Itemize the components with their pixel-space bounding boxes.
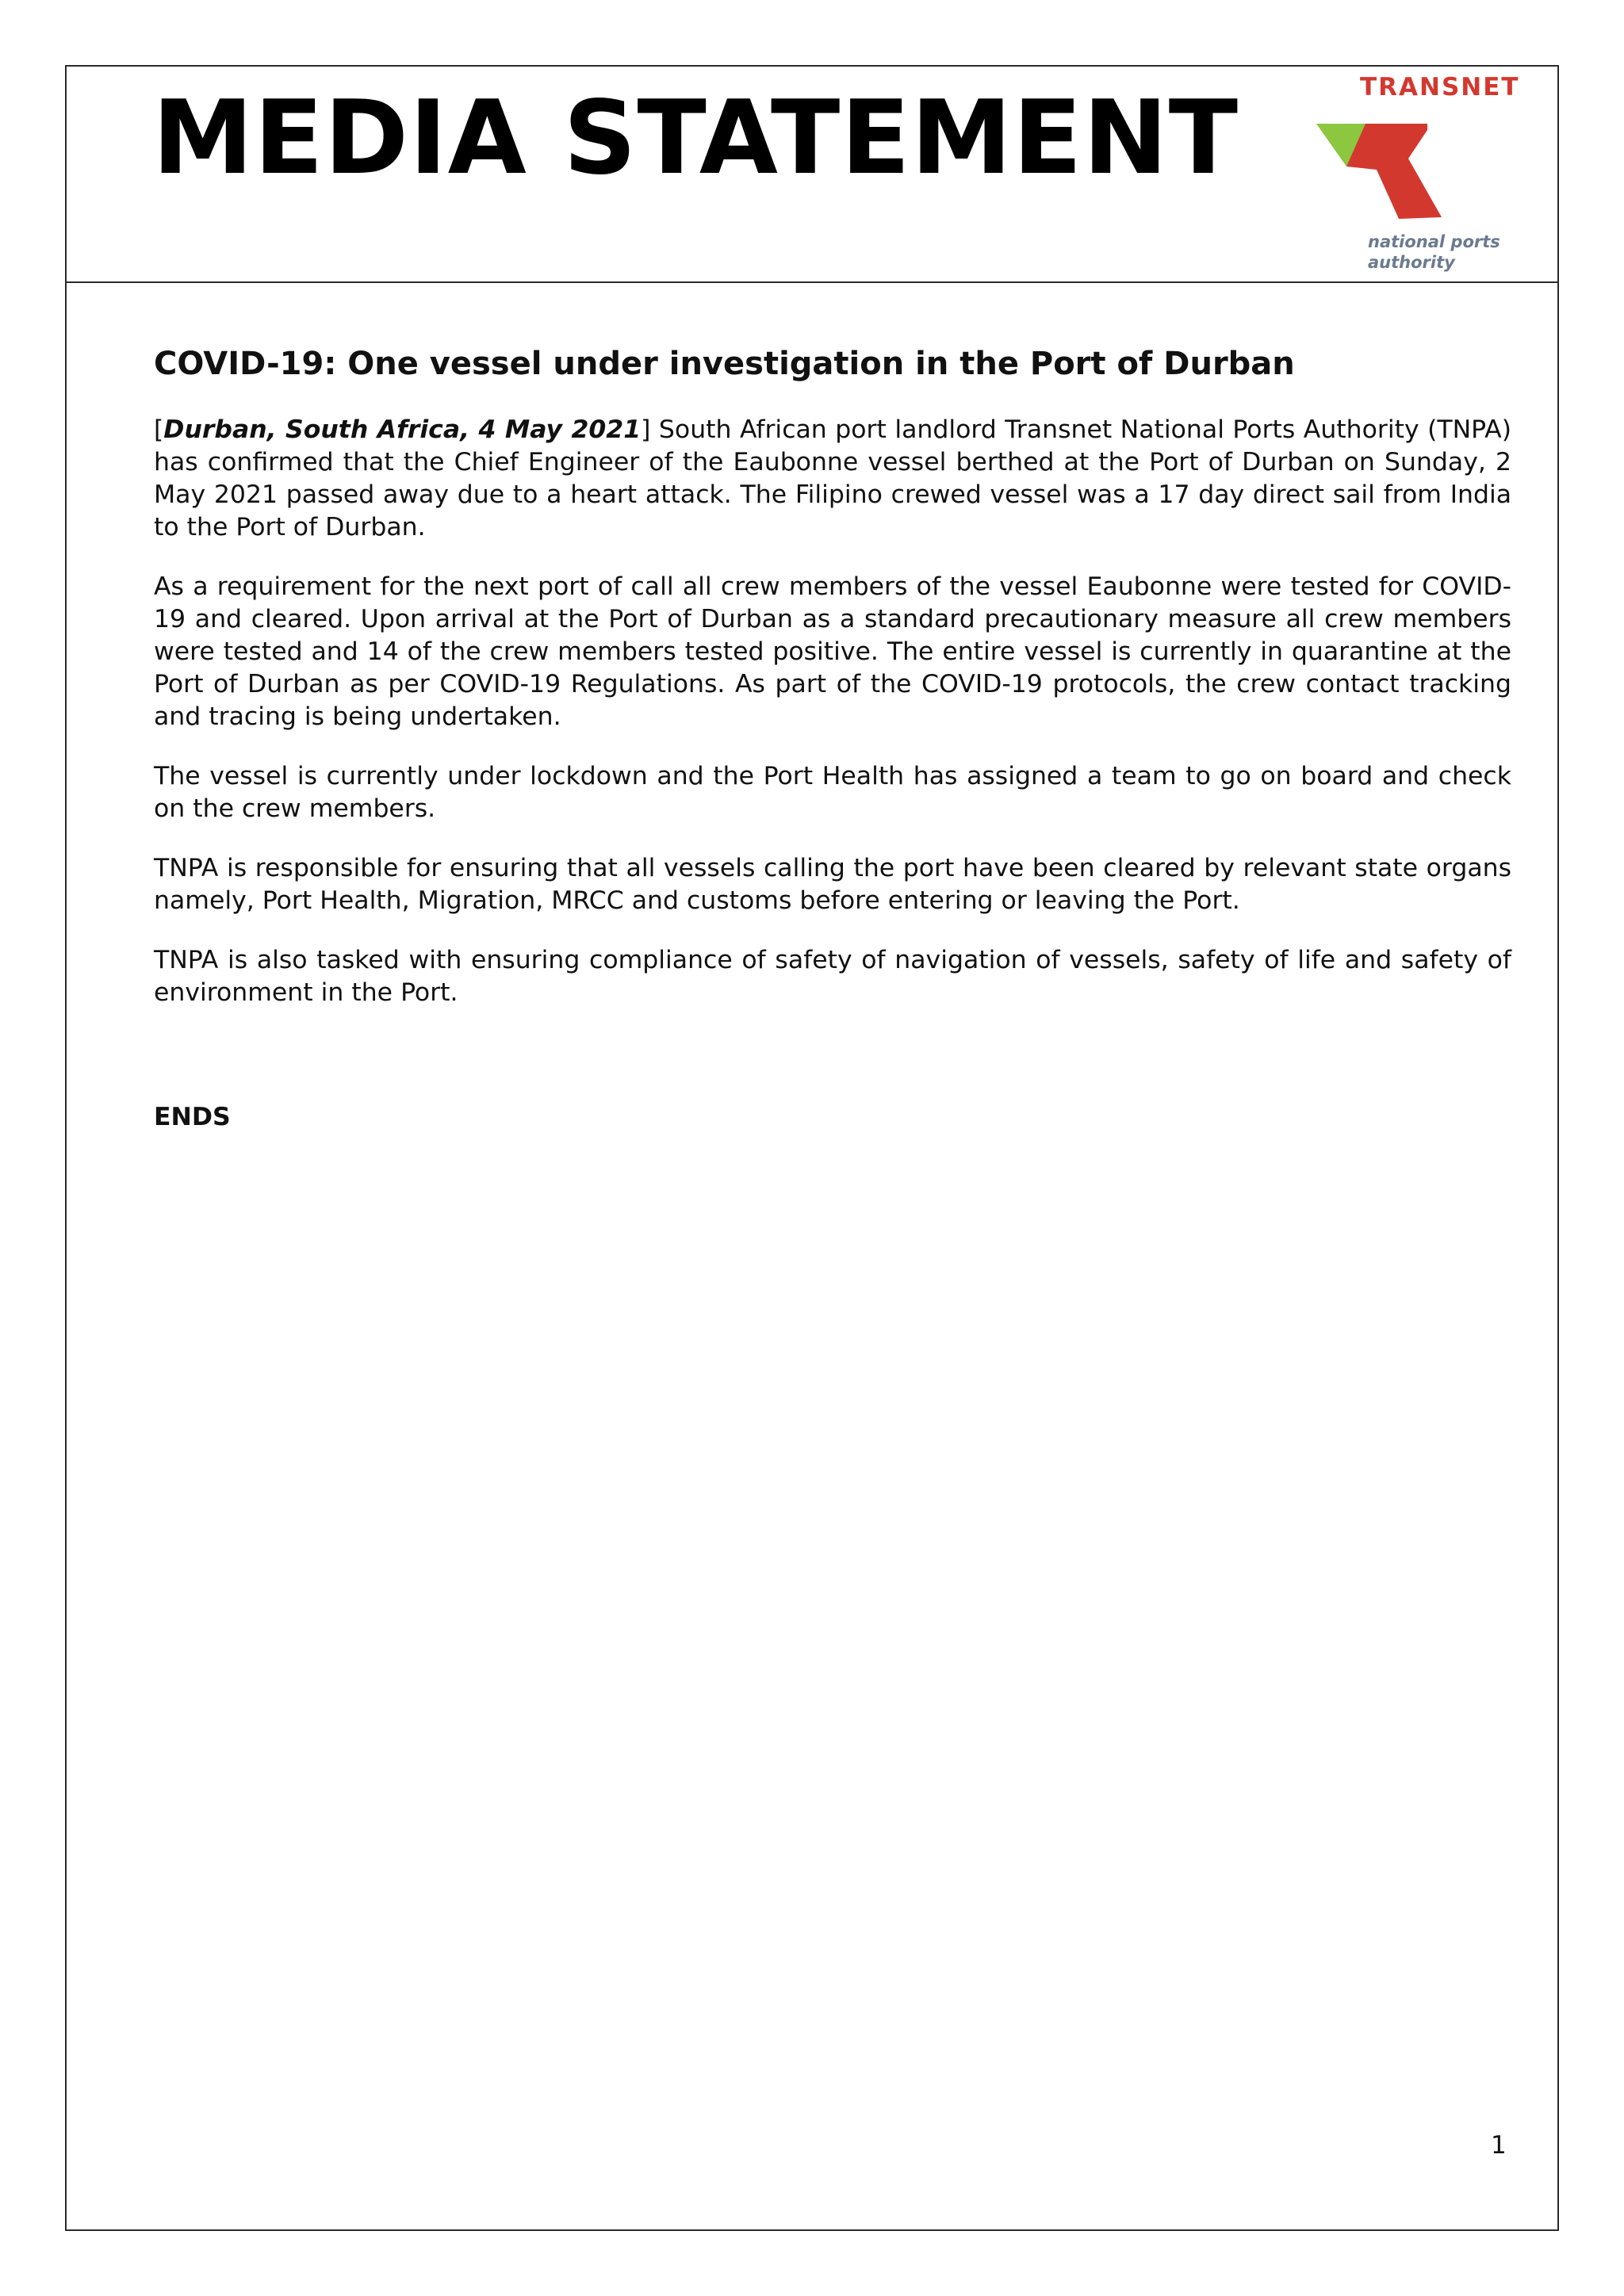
headline: COVID-19: One vessel under investigation in the Port of Durban (154, 346, 1295, 382)
body-paragraph-4: TNPA is also tasked with ensuring compliance of safety of navigation of vessels, safety of life and safety of environment in the Port. (154, 946, 1511, 1007)
page-number: 1 (1491, 2131, 1507, 2160)
dateline-open-bracket: [ (154, 415, 164, 444)
lead-text: South African port landlord Transnet National Ports Authority (TNPA) has confirmed that the Chief Engineer of the Eaubonne vessel berthed at the Port of Durban on Sunday, 2 May 2021 passed away due to a heart attack. The Filipino crewed vessel was a 17 day direct sail from India to the Port of Durban. (154, 415, 1511, 541)
ends-marker: ENDS (154, 1103, 231, 1131)
lead-paragraph (154, 414, 1511, 544)
transnet-logo-icon (1316, 121, 1443, 224)
logo-subtitle-line-2: authority (1368, 253, 1455, 272)
statement-body (154, 341, 1511, 1134)
dateline: Durban, South Africa, 4 May 2021 (163, 415, 642, 444)
logo-red-mark (1346, 124, 1442, 219)
header-divider (65, 281, 1559, 283)
logo-wordmark: TRANSNET (1360, 73, 1520, 101)
body-paragraph-1: As a requirement for the next port of call all crew members of the vessel Eaubonne were tested for COVID-19 and cleared. Upon arrival at the Port of Durban as a standard precautionary measure all crew members were tested and 14 of the crew members tested positive. The entire vessel is currently in quarantine at the Port of Durban as per COVID-19 Regulations. As part of the COVID-19 protocols, the crew contact tracking and tracing is being undertaken. (154, 572, 1511, 731)
transnet-logo (1308, 73, 1530, 275)
body-paragraph-2: The vessel is currently under lockdown and the Port Health has assigned a team to go on board and check on the crew members. (154, 762, 1511, 823)
logo-subtitle (1368, 232, 1500, 273)
body-paragraph-3: TNPA is responsible for ensuring that all vessels calling the port have been cleared by relevant state organs namely, Port Health, Migration, MRCC and customs before entering or leaving the Port. (154, 854, 1511, 915)
document-title: MEDIA STATEMENT (152, 79, 1239, 197)
dateline-close-bracket: ] (641, 415, 651, 444)
logo-subtitle-line-1: national ports (1368, 232, 1500, 251)
